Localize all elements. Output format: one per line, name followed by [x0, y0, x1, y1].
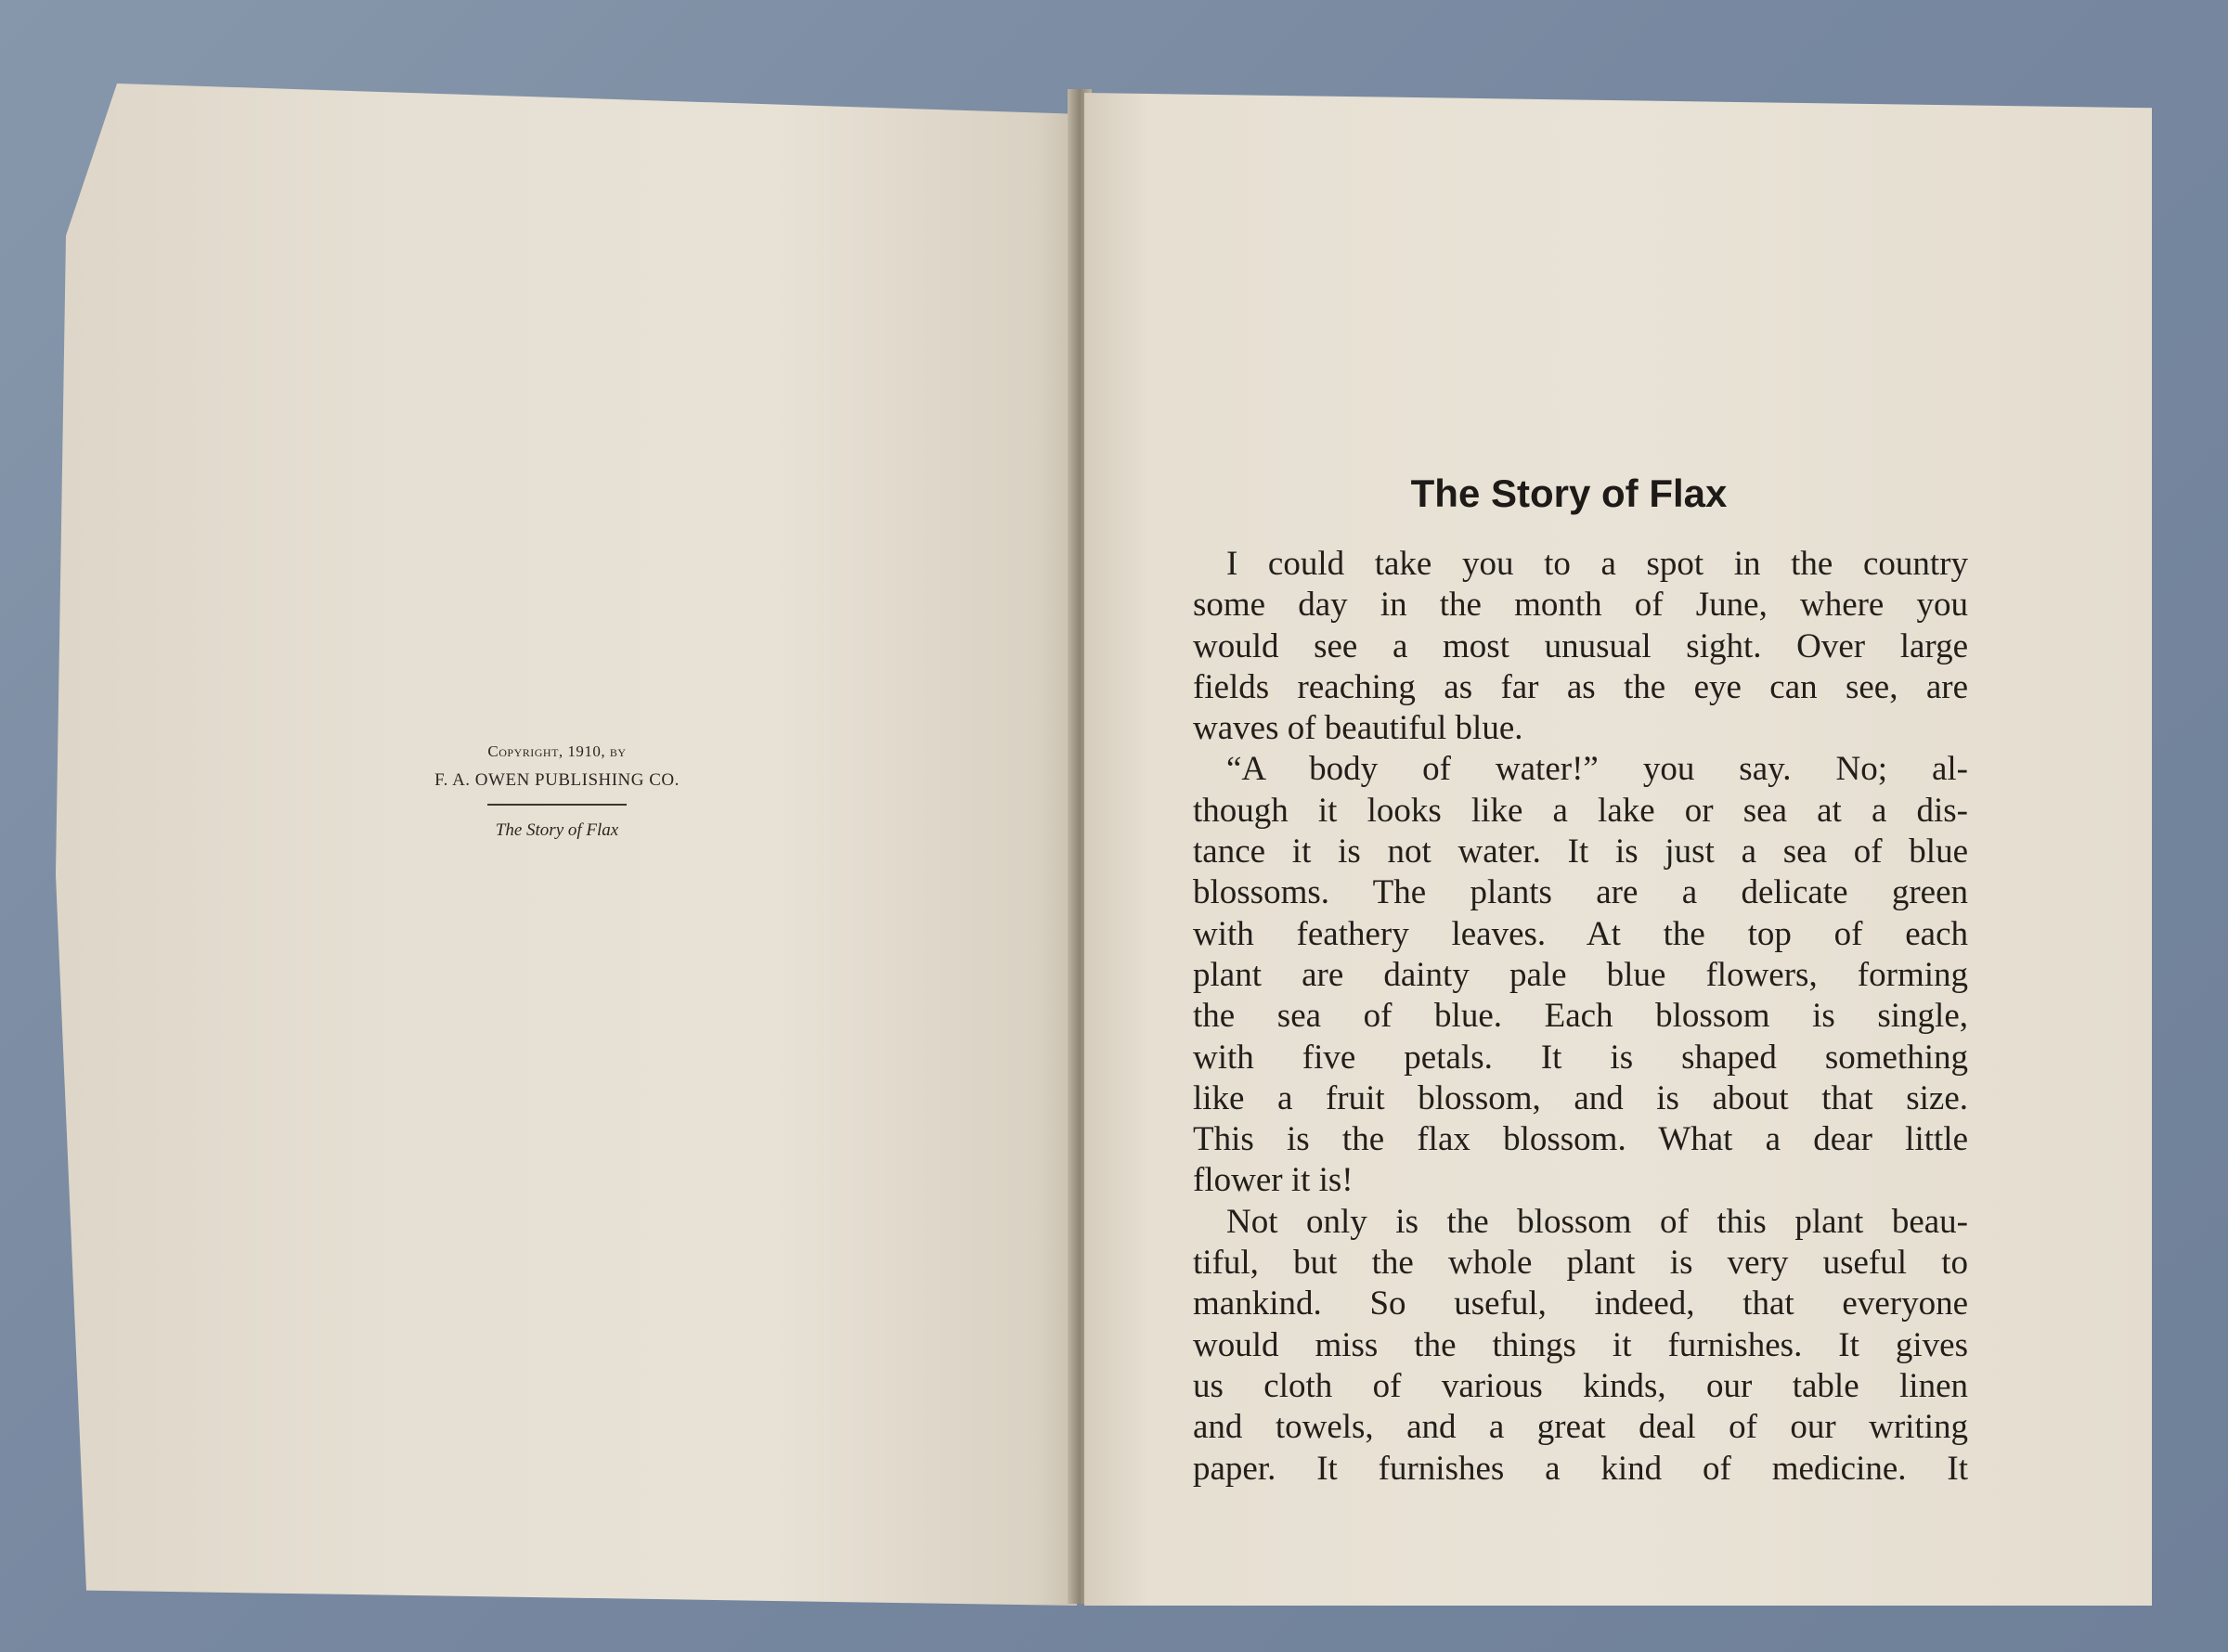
text-line: would see a most unusual sight. Over large	[1193, 626, 1968, 665]
text-line: tiful, but the whole plant is very useful to	[1193, 1244, 1968, 1283]
text-line: plant are dainty pale blue flowers, forming	[1193, 955, 1968, 994]
text-line: waves of beautiful blue.	[1193, 709, 1523, 748]
text-line: “A body of water!” you say. No; al-	[1226, 750, 1968, 789]
text-line: I could take you to a spot in the country	[1226, 545, 1968, 583]
story-body	[1193, 544, 1968, 1490]
text-line: the sea of blue. Each blossom is single,	[1193, 997, 1968, 1036]
text-line: blossoms. The plants are a delicate green	[1193, 873, 1968, 912]
text-line: like a fruit blossom, and is about that size.	[1193, 1078, 1968, 1117]
text-line: fields reaching as far as the eye can see, are	[1193, 667, 1968, 706]
text-line: Not only is the blossom of this plant beau-	[1226, 1202, 1968, 1241]
text-line: with five petals. It is shaped something	[1193, 1038, 1968, 1077]
text-line: with feathery leaves. At the top of each	[1193, 914, 1968, 953]
text-line: flower it is!	[1193, 1161, 1354, 1200]
divider-rule	[487, 804, 627, 806]
text-line: and towels, and a great deal of our writing	[1193, 1408, 1968, 1447]
publisher-name: F. A. OWEN PUBLISHING CO.	[434, 770, 680, 790]
text-line: us cloth of various kinds, our table linen	[1193, 1366, 1968, 1405]
copyright-line: Copyright, 1910, by	[487, 742, 627, 760]
text-line: would miss the things it furnishes. It gives	[1193, 1325, 1968, 1364]
text-line: paper. It furnishes a kind of medicine. It	[1193, 1449, 1968, 1488]
text-line: though it looks like a lake or sea at a dis-	[1193, 791, 1968, 830]
left-page	[56, 84, 1077, 1606]
story-title: The Story of Flax	[1410, 471, 1728, 515]
book-title-imprint: The Story of Flax	[495, 820, 619, 840]
copyright-block	[371, 742, 743, 841]
text-line: tance it is not water. It is just a sea of blue	[1193, 832, 1968, 871]
text-line: some day in the month of June, where you	[1193, 586, 1968, 625]
text-line: This is the flax blossom. What a dear little	[1193, 1120, 1968, 1159]
text-line: mankind. So useful, indeed, that everyone	[1193, 1284, 1968, 1323]
